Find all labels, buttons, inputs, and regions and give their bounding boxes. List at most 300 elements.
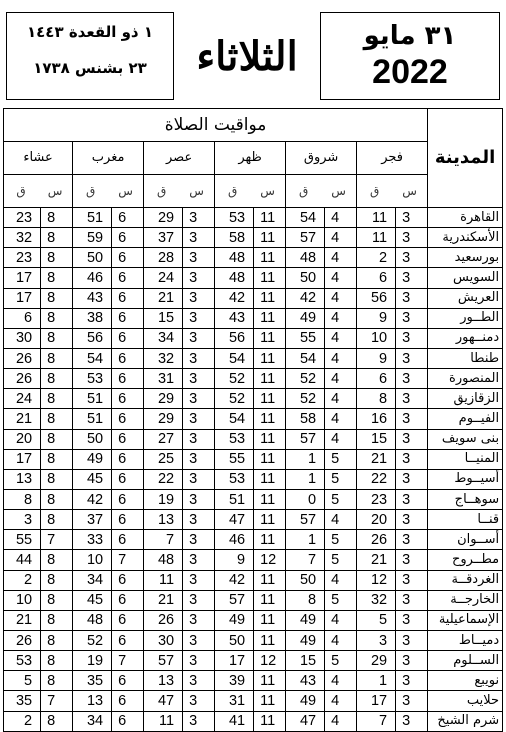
minute-unit-label: ق — [298, 184, 309, 198]
hour-cell: 3 — [396, 489, 428, 509]
minute-cell: 42 — [215, 570, 254, 590]
hour-cell: 3 — [396, 691, 428, 711]
hour-cell: 6 — [112, 348, 144, 368]
hour-cell: 6 — [112, 208, 144, 228]
hour-cell: 3 — [396, 590, 428, 610]
city-name: أســوان — [428, 530, 503, 550]
unit-header — [73, 175, 144, 208]
calendar-dates-box — [6, 12, 174, 100]
table-row — [4, 630, 503, 650]
city-column-header: المدينة — [428, 109, 503, 208]
hour-cell: 6 — [112, 590, 144, 610]
unit-header — [215, 175, 286, 208]
minute-cell: 7 — [286, 550, 325, 570]
minute-cell: 49 — [286, 691, 325, 711]
hour-cell: 6 — [112, 630, 144, 650]
minute-cell: 57 — [286, 228, 325, 248]
hour-cell: 8 — [41, 268, 73, 288]
hour-cell: 5 — [325, 449, 357, 469]
minute-cell: 20 — [4, 429, 41, 449]
hour-cell: 3 — [183, 369, 215, 389]
hour-cell: 6 — [112, 409, 144, 429]
hour-cell: 8 — [41, 409, 73, 429]
hour-cell: 3 — [396, 409, 428, 429]
minute-cell: 53 — [215, 429, 254, 449]
minute-cell: 24 — [4, 389, 41, 409]
prayer-times-table — [3, 108, 503, 732]
prayer-header: مغرب — [73, 142, 144, 175]
table-row — [4, 510, 503, 530]
hour-cell: 11 — [254, 570, 286, 590]
hijri-date: ١ ذو القعدة ١٤٤٣ — [26, 23, 154, 41]
table-row — [4, 691, 503, 711]
minute-cell: 17 — [4, 268, 41, 288]
minute-cell: 54 — [286, 208, 325, 228]
minute-cell: 52 — [215, 389, 254, 409]
minute-cell: 13 — [144, 510, 183, 530]
hour-cell: 8 — [41, 248, 73, 268]
minute-cell: 15 — [357, 429, 396, 449]
minute-cell: 35 — [4, 691, 41, 711]
minute-cell: 1 — [357, 671, 396, 691]
city-name: الفيــوم — [428, 409, 503, 429]
minute-cell: 54 — [286, 348, 325, 368]
hour-cell: 5 — [325, 469, 357, 489]
minute-cell: 0 — [286, 489, 325, 509]
hour-unit-label: س — [260, 184, 275, 198]
hour-cell: 4 — [325, 409, 357, 429]
hour-cell: 4 — [325, 610, 357, 630]
city-name: الأسكندرية — [428, 228, 503, 248]
hour-cell: 6 — [112, 469, 144, 489]
minute-cell: 26 — [4, 348, 41, 368]
hour-cell: 8 — [41, 308, 73, 328]
hour-cell: 3 — [183, 248, 215, 268]
table-row — [4, 570, 503, 590]
hour-cell: 6 — [112, 691, 144, 711]
hour-cell: 3 — [183, 288, 215, 308]
hour-cell: 11 — [254, 429, 286, 449]
minute-cell: 13 — [73, 691, 112, 711]
minute-cell: 7 — [144, 530, 183, 550]
hour-cell: 11 — [254, 630, 286, 650]
minute-cell: 42 — [215, 288, 254, 308]
hour-cell: 4 — [325, 348, 357, 368]
minute-cell: 43 — [73, 288, 112, 308]
minute-cell: 30 — [144, 630, 183, 650]
minute-cell: 11 — [357, 228, 396, 248]
hour-cell: 4 — [325, 268, 357, 288]
minute-cell: 22 — [357, 469, 396, 489]
table-row — [4, 228, 503, 248]
city-name: شرم الشيخ — [428, 711, 503, 731]
minute-cell: 45 — [73, 590, 112, 610]
city-name: أسيــوط — [428, 469, 503, 489]
hour-cell: 12 — [254, 550, 286, 570]
hour-cell: 3 — [183, 550, 215, 570]
hour-cell: 3 — [183, 610, 215, 630]
hour-cell: 11 — [254, 369, 286, 389]
minute-cell: 55 — [286, 328, 325, 348]
hour-cell: 3 — [183, 671, 215, 691]
hour-cell: 3 — [183, 489, 215, 509]
minute-cell: 52 — [73, 630, 112, 650]
minute-cell: 49 — [215, 610, 254, 630]
hour-cell: 8 — [41, 208, 73, 228]
city-name: القاهرة — [428, 208, 503, 228]
minute-cell: 42 — [73, 489, 112, 509]
minute-cell: 11 — [357, 208, 396, 228]
hour-cell: 6 — [112, 510, 144, 530]
minute-cell: 16 — [357, 409, 396, 429]
hour-cell: 3 — [396, 449, 428, 469]
hour-cell: 5 — [325, 530, 357, 550]
table-row — [4, 671, 503, 691]
hour-cell: 3 — [183, 570, 215, 590]
hour-cell: 6 — [112, 288, 144, 308]
table-row — [4, 449, 503, 469]
city-name: مطــروح — [428, 550, 503, 570]
minute-cell: 32 — [4, 228, 41, 248]
minute-cell: 31 — [215, 691, 254, 711]
hour-cell: 3 — [396, 228, 428, 248]
hour-cell: 3 — [396, 630, 428, 650]
minute-cell: 55 — [215, 449, 254, 469]
minute-cell: 56 — [73, 328, 112, 348]
minute-cell: 9 — [357, 348, 396, 368]
minute-cell: 30 — [4, 328, 41, 348]
hour-cell: 3 — [396, 429, 428, 449]
minute-cell: 29 — [144, 208, 183, 228]
hour-cell: 8 — [41, 328, 73, 348]
table-row — [4, 550, 503, 570]
minute-unit-label: ق — [227, 184, 238, 198]
minute-cell: 56 — [215, 328, 254, 348]
hour-cell: 3 — [396, 530, 428, 550]
hour-cell: 8 — [41, 469, 73, 489]
table-row — [4, 348, 503, 368]
hour-cell: 5 — [325, 550, 357, 570]
minute-cell: 3 — [357, 630, 396, 650]
minute-cell: 2 — [4, 711, 41, 731]
table-row — [4, 409, 503, 429]
city-name: الغردقــة — [428, 570, 503, 590]
hour-cell: 8 — [41, 671, 73, 691]
minute-cell: 55 — [4, 530, 41, 550]
minute-cell: 57 — [215, 590, 254, 610]
minute-cell: 56 — [357, 288, 396, 308]
minute-cell: 17 — [4, 288, 41, 308]
minute-cell: 51 — [215, 489, 254, 509]
minute-cell: 29 — [144, 409, 183, 429]
prayer-header: ظهر — [215, 142, 286, 175]
minute-cell: 57 — [144, 651, 183, 671]
hour-cell: 3 — [183, 530, 215, 550]
hour-cell: 3 — [183, 651, 215, 671]
table-row — [4, 590, 503, 610]
hour-cell: 4 — [325, 208, 357, 228]
minute-cell: 26 — [4, 369, 41, 389]
prayer-header: عصر — [144, 142, 215, 175]
city-name: المنيــا — [428, 449, 503, 469]
minute-cell: 20 — [357, 510, 396, 530]
hour-cell: 8 — [41, 489, 73, 509]
hour-cell: 3 — [183, 469, 215, 489]
hour-cell: 6 — [112, 389, 144, 409]
minute-cell: 47 — [286, 711, 325, 731]
hour-cell: 8 — [41, 429, 73, 449]
hour-cell: 3 — [396, 510, 428, 530]
minute-cell: 11 — [144, 570, 183, 590]
hour-cell: 3 — [183, 590, 215, 610]
minute-cell: 17 — [357, 691, 396, 711]
hour-cell: 3 — [183, 328, 215, 348]
city-name: السويس — [428, 268, 503, 288]
city-name: دميــاط — [428, 630, 503, 650]
table-row — [4, 288, 503, 308]
minute-cell: 34 — [73, 570, 112, 590]
minute-cell: 15 — [286, 651, 325, 671]
hour-cell: 4 — [325, 369, 357, 389]
hour-cell: 6 — [112, 530, 144, 550]
hour-cell: 3 — [396, 570, 428, 590]
hour-unit-label: س — [47, 184, 63, 198]
table-row — [4, 651, 503, 671]
city-name: سوهــاج — [428, 489, 503, 509]
hour-cell: 4 — [325, 429, 357, 449]
minute-cell: 50 — [286, 570, 325, 590]
hour-cell: 3 — [183, 630, 215, 650]
minute-cell: 57 — [286, 510, 325, 530]
hour-cell: 3 — [396, 469, 428, 489]
city-name: بنى سويف — [428, 429, 503, 449]
minute-cell: 19 — [144, 489, 183, 509]
unit-header — [286, 175, 357, 208]
hour-cell: 11 — [254, 208, 286, 228]
hour-cell: 12 — [254, 651, 286, 671]
hour-unit-label: س — [402, 184, 417, 198]
hour-cell: 3 — [396, 328, 428, 348]
minute-cell: 37 — [144, 228, 183, 248]
minute-cell: 49 — [286, 308, 325, 328]
minute-cell: 35 — [73, 671, 112, 691]
hour-cell: 11 — [254, 308, 286, 328]
hour-cell: 11 — [254, 288, 286, 308]
minute-cell: 47 — [144, 691, 183, 711]
hour-cell: 7 — [41, 530, 73, 550]
hour-cell: 4 — [325, 389, 357, 409]
city-name: الخارجــة — [428, 590, 503, 610]
minute-cell: 48 — [144, 550, 183, 570]
minute-cell: 1 — [286, 469, 325, 489]
hour-cell: 11 — [254, 228, 286, 248]
city-name: قنــا — [428, 510, 503, 530]
hour-cell: 11 — [254, 489, 286, 509]
hour-cell: 4 — [325, 308, 357, 328]
minute-cell: 48 — [215, 268, 254, 288]
minute-cell: 53 — [73, 369, 112, 389]
minute-cell: 19 — [73, 651, 112, 671]
hour-cell: 3 — [396, 248, 428, 268]
minute-cell: 57 — [286, 429, 325, 449]
hour-cell: 3 — [396, 389, 428, 409]
minute-cell: 24 — [144, 268, 183, 288]
hour-cell: 6 — [112, 489, 144, 509]
hour-cell: 8 — [41, 651, 73, 671]
hour-cell: 5 — [325, 651, 357, 671]
minute-cell: 8 — [286, 590, 325, 610]
hour-cell: 7 — [41, 691, 73, 711]
hour-cell: 6 — [112, 369, 144, 389]
table-row — [4, 489, 503, 509]
hour-cell: 11 — [254, 711, 286, 731]
unit-header — [144, 175, 215, 208]
hour-cell: 8 — [41, 711, 73, 731]
minute-cell: 37 — [73, 510, 112, 530]
minute-cell: 10 — [357, 328, 396, 348]
minute-cell: 45 — [73, 469, 112, 489]
minute-cell: 50 — [215, 630, 254, 650]
minute-cell: 53 — [215, 208, 254, 228]
hour-cell: 11 — [254, 348, 286, 368]
city-name: دمنــهور — [428, 328, 503, 348]
minute-cell: 49 — [286, 610, 325, 630]
minute-cell: 29 — [144, 389, 183, 409]
table-row — [4, 610, 503, 630]
city-name: الســلوم — [428, 651, 503, 671]
minute-cell: 43 — [286, 671, 325, 691]
hour-cell: 3 — [396, 308, 428, 328]
minute-cell: 54 — [215, 348, 254, 368]
minute-cell: 42 — [286, 288, 325, 308]
minute-cell: 26 — [144, 610, 183, 630]
city-name: نويبع — [428, 671, 503, 691]
hour-unit-label: س — [118, 184, 133, 198]
hour-cell: 3 — [396, 268, 428, 288]
minute-cell: 13 — [144, 671, 183, 691]
minute-cell: 50 — [73, 248, 112, 268]
hour-cell: 11 — [254, 590, 286, 610]
minute-cell: 53 — [215, 469, 254, 489]
hour-cell: 4 — [325, 711, 357, 731]
weekday-box — [174, 12, 320, 100]
minute-cell: 21 — [144, 288, 183, 308]
minute-cell: 7 — [357, 711, 396, 731]
hour-cell: 6 — [112, 610, 144, 630]
minute-cell: 6 — [357, 268, 396, 288]
hour-cell: 11 — [254, 469, 286, 489]
hour-cell: 8 — [41, 369, 73, 389]
hour-cell: 8 — [41, 590, 73, 610]
hour-cell: 3 — [183, 691, 215, 711]
hour-cell: 3 — [396, 348, 428, 368]
city-name: العريش — [428, 288, 503, 308]
table-row — [4, 389, 503, 409]
weekday-label: الثلاثاء — [196, 32, 298, 80]
hour-cell: 6 — [112, 328, 144, 348]
hour-cell: 6 — [112, 429, 144, 449]
minute-cell: 41 — [215, 711, 254, 731]
hour-cell: 8 — [41, 348, 73, 368]
minute-cell: 2 — [4, 570, 41, 590]
minute-unit-label: ق — [85, 184, 96, 198]
minute-cell: 22 — [144, 469, 183, 489]
hour-cell: 4 — [325, 248, 357, 268]
hour-cell: 6 — [112, 248, 144, 268]
hour-cell: 3 — [183, 389, 215, 409]
hour-cell: 3 — [183, 268, 215, 288]
hour-cell: 11 — [254, 268, 286, 288]
hour-cell: 3 — [396, 610, 428, 630]
table-row — [4, 711, 503, 731]
table-row — [4, 308, 503, 328]
minute-cell: 58 — [286, 409, 325, 429]
minute-cell: 51 — [73, 208, 112, 228]
hour-cell: 4 — [325, 691, 357, 711]
prayer-header: عشاء — [4, 142, 73, 175]
minute-cell: 34 — [144, 328, 183, 348]
city-name: طنطا — [428, 348, 503, 368]
city-name: الطــور — [428, 308, 503, 328]
hour-cell: 3 — [396, 550, 428, 570]
city-name: الإسماعيلية — [428, 610, 503, 630]
hour-cell: 8 — [41, 550, 73, 570]
hour-cell: 4 — [325, 630, 357, 650]
hour-cell: 11 — [254, 530, 286, 550]
minute-cell: 33 — [73, 530, 112, 550]
minute-cell: 49 — [286, 630, 325, 650]
minute-cell: 58 — [215, 228, 254, 248]
hour-cell: 11 — [254, 328, 286, 348]
minute-cell: 32 — [357, 590, 396, 610]
minute-cell: 52 — [215, 369, 254, 389]
minute-cell: 38 — [73, 308, 112, 328]
hour-cell: 11 — [254, 248, 286, 268]
hour-cell: 3 — [396, 671, 428, 691]
minute-cell: 52 — [286, 389, 325, 409]
minute-cell: 23 — [357, 489, 396, 509]
gregorian-day-month: ٣١ مايو — [363, 21, 457, 51]
minute-cell: 5 — [4, 671, 41, 691]
table-row — [4, 429, 503, 449]
minute-cell: 21 — [4, 610, 41, 630]
minute-cell: 26 — [4, 630, 41, 650]
hour-cell: 11 — [254, 671, 286, 691]
hour-cell: 8 — [41, 510, 73, 530]
hour-cell: 5 — [325, 590, 357, 610]
minute-cell: 1 — [286, 449, 325, 469]
coptic-date: ٢٣ بشنس ١٧٣٨ — [33, 59, 147, 77]
hour-cell: 3 — [396, 288, 428, 308]
hour-cell: 3 — [183, 429, 215, 449]
minute-cell: 17 — [4, 449, 41, 469]
hour-cell: 3 — [396, 711, 428, 731]
hour-cell: 3 — [183, 510, 215, 530]
hour-cell: 8 — [41, 570, 73, 590]
minute-cell: 10 — [4, 590, 41, 610]
unit-header — [357, 175, 428, 208]
prayer-header: فجر — [357, 142, 428, 175]
minute-cell: 25 — [144, 449, 183, 469]
hour-cell: 11 — [254, 610, 286, 630]
city-name: الزقازيق — [428, 389, 503, 409]
prayer-header: شروق — [286, 142, 357, 175]
hour-cell: 4 — [325, 288, 357, 308]
hour-cell: 3 — [396, 651, 428, 671]
hour-cell: 3 — [183, 308, 215, 328]
minute-cell: 59 — [73, 228, 112, 248]
minute-cell: 50 — [73, 429, 112, 449]
